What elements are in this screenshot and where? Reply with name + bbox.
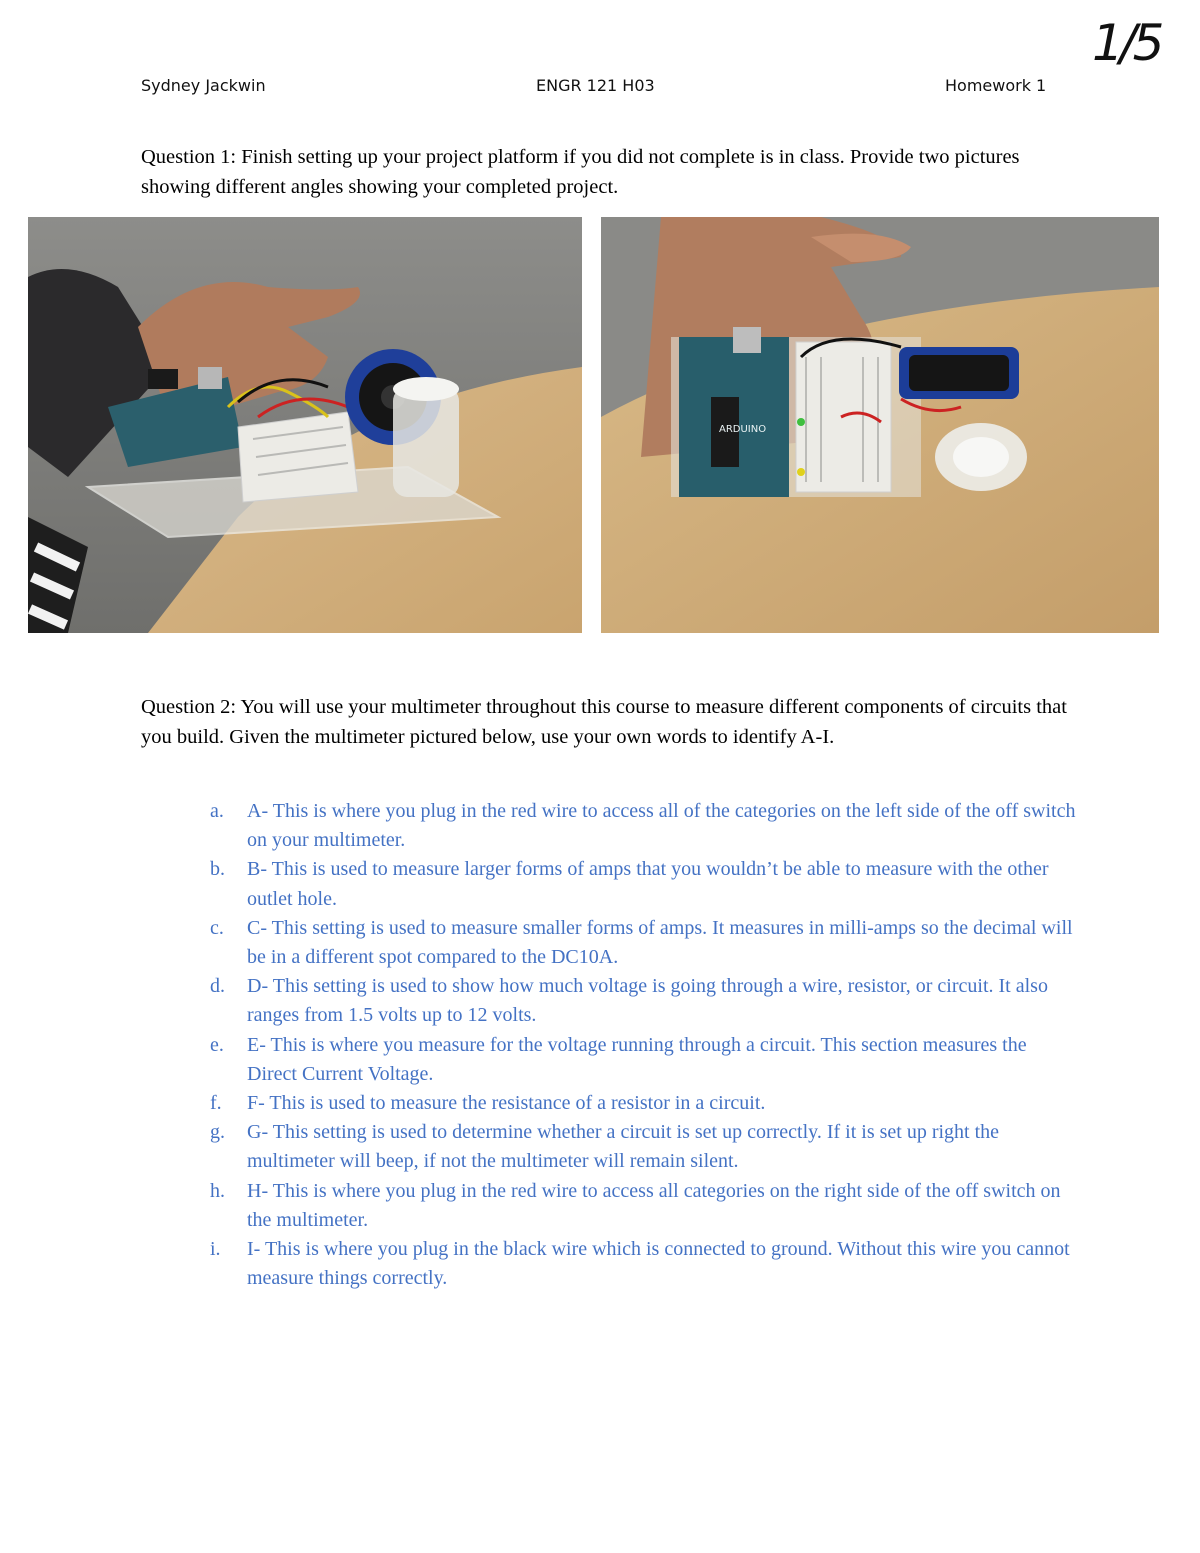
- list-item: [210, 972, 1080, 1030]
- list-marker: b.: [210, 858, 225, 881]
- answer-text: D- This setting is used to show how much voltage is going through a wire, resistor, or circuit. It also ranges from 1.5 volts up to 12 volts.: [247, 975, 1048, 1027]
- list-item: [210, 914, 1080, 972]
- project-photo-top-angle: [601, 217, 1159, 633]
- list-item: [210, 797, 1080, 855]
- answer-text: C- This setting is used to measure smaller forms of amps. It measures in milli-amps so the decimal will be in a different spot compared to the DC10A.: [247, 916, 1073, 969]
- list-marker: c.: [210, 916, 224, 939]
- answer-text: E- This is where you measure for the voltage running through a circuit. This section measures the Direct Current Voltage.: [247, 1033, 1027, 1085]
- answer-list: [210, 797, 1080, 1293]
- project-photo-side-angle: [28, 217, 582, 633]
- list-item: [210, 855, 1080, 913]
- list-marker: d.: [210, 975, 225, 998]
- list-marker: i.: [210, 1238, 221, 1261]
- question-2-text: Question 2: You will use your multimeter throughout this course to measure different components of circuits that you build. Given the multimeter pictured below, use your own words to identify A-I.: [141, 696, 1067, 748]
- answer-text: A- This is where you plug in the red wire to access all of the categories on the left side of the off switch on your multimeter.: [247, 800, 1076, 852]
- list-marker: e.: [210, 1033, 224, 1056]
- answer-text: I- This is where you plug in the black wire which is connected to ground. Without this wire you cannot measure things correctly.: [247, 1238, 1070, 1290]
- header-assignment: Homework 1: [945, 76, 1047, 95]
- list-item: [210, 1089, 1080, 1118]
- list-marker: g.: [210, 1121, 225, 1144]
- handwritten-grade: 1/5: [1092, 14, 1161, 72]
- list-marker: f.: [210, 1092, 222, 1115]
- answer-text: G- This setting is used to determine whether a circuit is set up correctly. If it is set up right the multimeter will beep, if not the multimeter will remain silent.: [247, 1121, 1000, 1173]
- header-author: Sydney Jackwin: [141, 76, 266, 95]
- svg-text:ARDUINO: ARDUINO: [719, 424, 767, 435]
- list-marker: h.: [210, 1179, 225, 1202]
- header-course: ENGR 121 H03: [536, 76, 655, 95]
- answer-text: F- This is used to measure the resistance of a resistor in a circuit.: [247, 1092, 766, 1115]
- list-item: [210, 1031, 1080, 1089]
- list-marker: a.: [210, 800, 224, 822]
- list-item: [210, 1177, 1080, 1235]
- answer-text: H- This is where you plug in the red wire to access all categories on the right side of the off switch on the multimeter.: [247, 1179, 1061, 1231]
- question-1-text: Question 1: Finish setting up your project platform if you did not complete is in class. Provide two pictures showing different angles showing your completed project.: [141, 146, 1020, 198]
- answer-text: B- This is used to measure larger forms of amps that you wouldn’t be able to measure with the other outlet hole.: [247, 858, 1049, 910]
- list-item: [210, 1118, 1080, 1176]
- list-item: [210, 1235, 1080, 1293]
